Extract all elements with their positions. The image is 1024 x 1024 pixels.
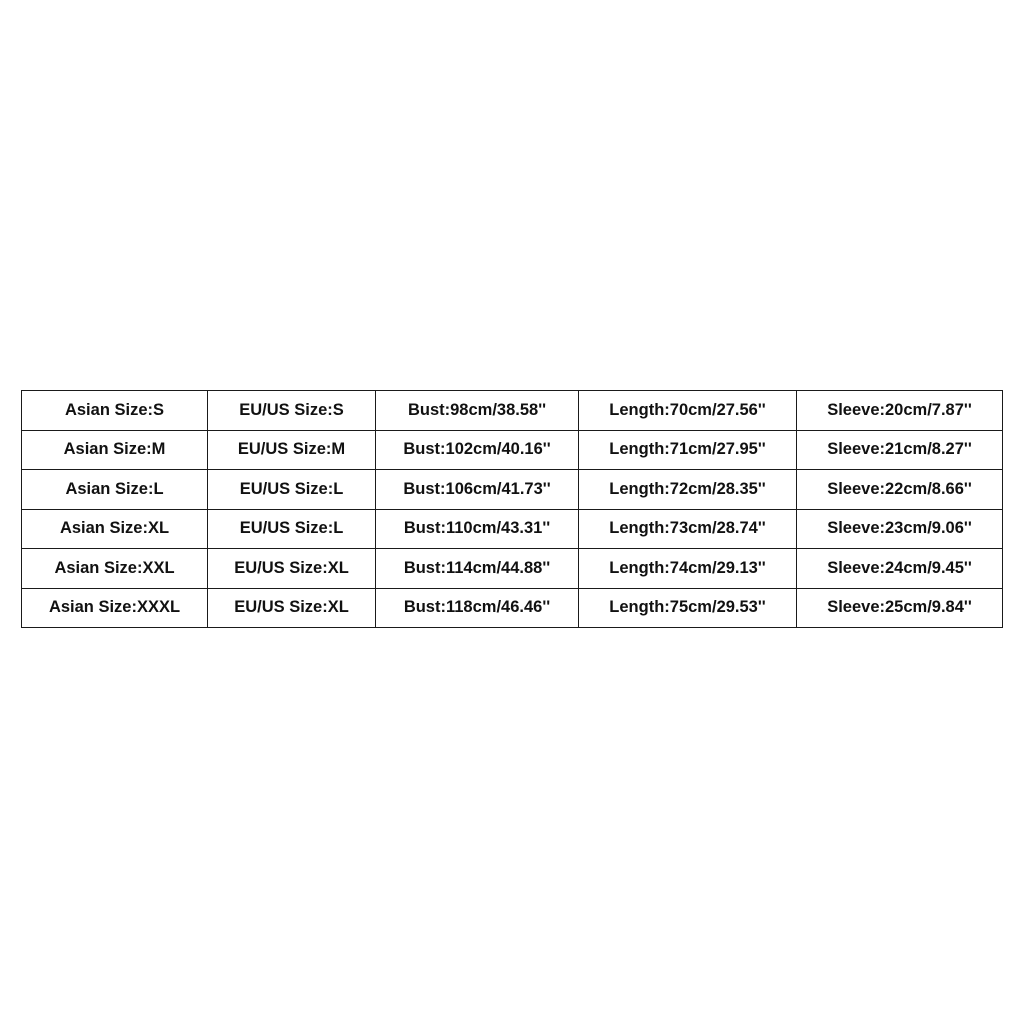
sleeve-cell: Sleeve:25cm/9.84'' bbox=[797, 588, 1003, 628]
asian-size-cell: Asian Size:L bbox=[22, 470, 208, 510]
eu-us-size-cell: EU/US Size:M bbox=[208, 430, 376, 470]
bust-cell: Bust:110cm/43.31'' bbox=[376, 509, 579, 549]
asian-size-cell: Asian Size:XL bbox=[22, 509, 208, 549]
sleeve-cell: Sleeve:24cm/9.45'' bbox=[797, 549, 1003, 589]
table-row bbox=[22, 430, 1003, 470]
table-row bbox=[22, 391, 1003, 431]
asian-size-cell: Asian Size:XXXL bbox=[22, 588, 208, 628]
sleeve-cell: Sleeve:21cm/8.27'' bbox=[797, 430, 1003, 470]
bust-cell: Bust:106cm/41.73'' bbox=[376, 470, 579, 510]
sleeve-cell: Sleeve:20cm/7.87'' bbox=[797, 391, 1003, 431]
asian-size-cell: Asian Size:S bbox=[22, 391, 208, 431]
length-cell: Length:74cm/29.13'' bbox=[579, 549, 797, 589]
sleeve-cell: Sleeve:22cm/8.66'' bbox=[797, 470, 1003, 510]
eu-us-size-cell: EU/US Size:L bbox=[208, 470, 376, 510]
eu-us-size-cell: EU/US Size:S bbox=[208, 391, 376, 431]
table-row bbox=[22, 549, 1003, 589]
length-cell: Length:73cm/28.74'' bbox=[579, 509, 797, 549]
table-row bbox=[22, 588, 1003, 628]
size-chart-table bbox=[21, 390, 1003, 628]
length-cell: Length:71cm/27.95'' bbox=[579, 430, 797, 470]
length-cell: Length:75cm/29.53'' bbox=[579, 588, 797, 628]
bust-cell: Bust:98cm/38.58'' bbox=[376, 391, 579, 431]
asian-size-cell: Asian Size:XXL bbox=[22, 549, 208, 589]
bust-cell: Bust:118cm/46.46'' bbox=[376, 588, 579, 628]
bust-cell: Bust:102cm/40.16'' bbox=[376, 430, 579, 470]
length-cell: Length:72cm/28.35'' bbox=[579, 470, 797, 510]
table-row bbox=[22, 509, 1003, 549]
asian-size-cell: Asian Size:M bbox=[22, 430, 208, 470]
eu-us-size-cell: EU/US Size:XL bbox=[208, 588, 376, 628]
eu-us-size-cell: EU/US Size:L bbox=[208, 509, 376, 549]
eu-us-size-cell: EU/US Size:XL bbox=[208, 549, 376, 589]
sleeve-cell: Sleeve:23cm/9.06'' bbox=[797, 509, 1003, 549]
length-cell: Length:70cm/27.56'' bbox=[579, 391, 797, 431]
bust-cell: Bust:114cm/44.88'' bbox=[376, 549, 579, 589]
table-row bbox=[22, 470, 1003, 510]
